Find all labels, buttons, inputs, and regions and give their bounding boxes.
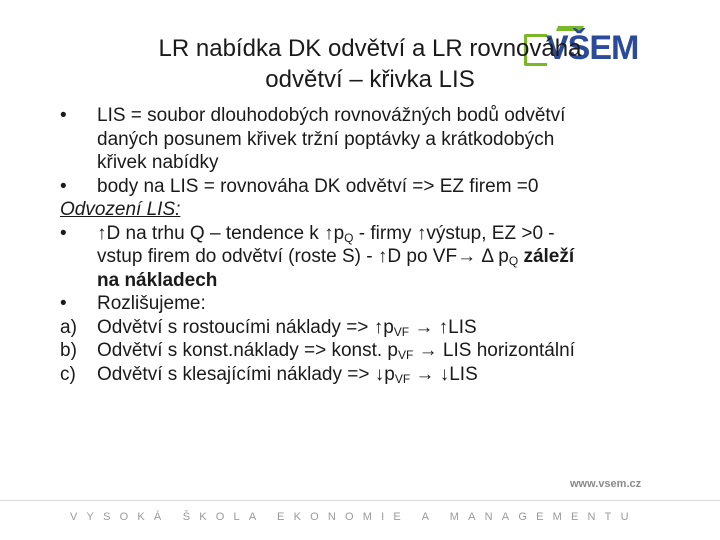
slide-title-line-1: LR nabídka DK odvětví a LR rovnováha	[158, 35, 582, 62]
bullet-text: LIS = soubor dlouhodobých rovnovážných bodů odvětví	[97, 105, 566, 126]
arrow-down-icon: ↓	[374, 363, 385, 385]
list-marker: b)	[60, 340, 77, 361]
bullet-marker: •	[60, 222, 67, 244]
logo-text: VŠEM	[546, 29, 639, 67]
bullet-marker: •	[60, 175, 67, 197]
bullet-item	[60, 175, 690, 199]
list-item-b	[60, 339, 690, 363]
footer-divider	[0, 500, 720, 501]
bullet-continuation	[60, 151, 690, 175]
arrow-up-icon: ↑	[438, 316, 449, 338]
bullet-item	[60, 104, 690, 128]
list-text: Odvětví s konst.náklady => konst. $p_{VF}$ → LIS horizontální	[97, 340, 575, 362]
list-text: Odvětví s rostoucími náklady => $↑p_{VF}$ → ↑LIS	[97, 316, 477, 339]
list-marker: c)	[60, 363, 76, 385]
section-heading-text: Odvození LIS:	[60, 199, 181, 220]
arrow-up-icon: ↑	[377, 246, 388, 267]
arrow-up-icon: ↑	[416, 222, 427, 244]
bullet-item	[60, 222, 690, 246]
bullet-continuation	[60, 128, 690, 152]
arrow-up-icon: ↑	[97, 222, 107, 244]
bullet-text: ↑D na trhu Q – tendence k $↑p_Q$ - firmy ↑výstup, EZ >0 -	[97, 222, 555, 245]
arrow-up-icon: ↑	[373, 316, 384, 338]
bullet-text: křivek nabídky	[97, 152, 219, 173]
bullet-text: daných posunem křivek tržní poptávky a krátkodobých	[97, 128, 555, 150]
bullet-item	[60, 292, 690, 316]
list-marker: a)	[60, 316, 77, 338]
bullet-text: vstup firem do odvětví (roste S) - ↑D po VF→ Δ $p_Q$ záleží	[97, 246, 575, 268]
bullet-marker: •	[60, 293, 67, 314]
list-text: Odvětví s klesajícími náklady => $↓p_{VF}$ → ↓LIS	[97, 363, 478, 386]
bullet-marker: •	[60, 105, 67, 126]
bullet-continuation	[60, 245, 690, 269]
section-heading	[60, 198, 690, 222]
bullet-text: Rozlišujeme:	[97, 293, 206, 314]
list-item-a	[60, 316, 690, 340]
slide-body	[60, 104, 690, 386]
slide-title	[60, 33, 680, 95]
bullet-text: na nákladech	[97, 269, 218, 291]
bullet-text: body na LIS = rovnováha DK odvětví => EZ firem =0	[97, 175, 539, 197]
footer-url: www.vsem.cz	[570, 478, 642, 490]
list-item-c	[60, 363, 690, 387]
arrow-down-icon: ↓	[439, 363, 450, 385]
bullet-continuation	[60, 269, 690, 293]
slide-title-line-2: odvětví – křivka LIS	[265, 66, 475, 93]
arrow-up-icon: ↑	[324, 222, 334, 244]
footer-tagline: VYSOKÁ ŠKOLA EKONOMIE A MANAGEMENTU	[70, 511, 638, 523]
